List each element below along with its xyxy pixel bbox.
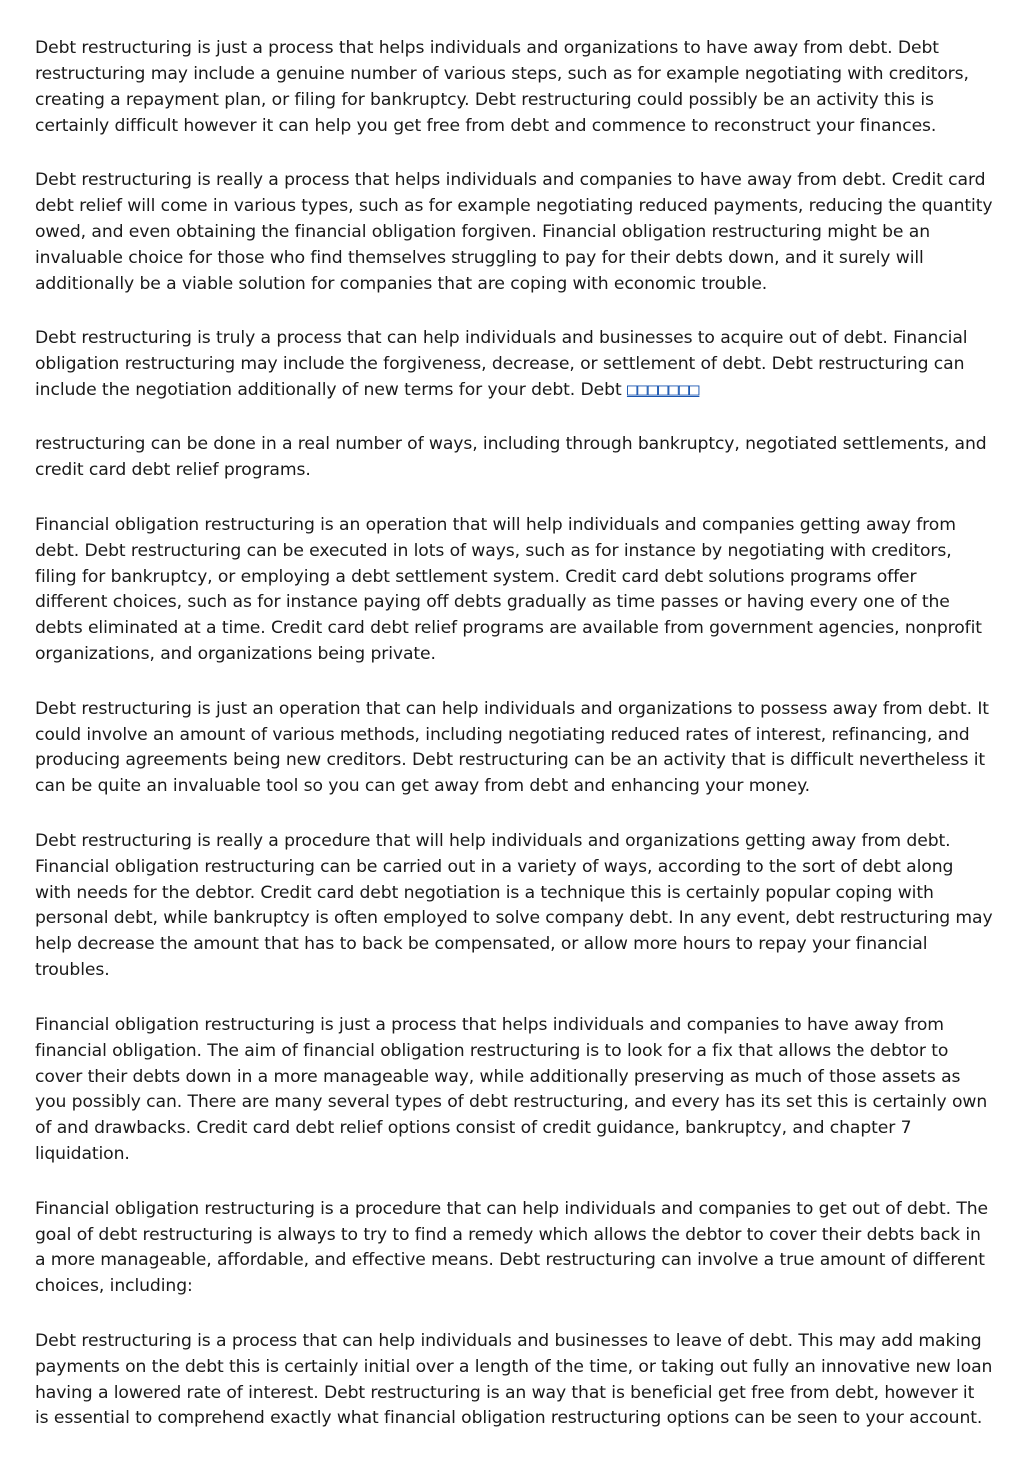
paragraph-5: Financial obligation restructuring is an operation that will help individuals and companies getting away from debt. Debt restructuring can be executed in lots of ways, such as for instance by negotiating with creditors, filing for bankruptcy, or employing a debt settlement system. Credit card debt solutions programs offer different choices, such as for instance paying off debts gradually as time passes or having every one of the debts eliminated at a time. Credit card debt relief programs are available from government agencies, nonprofit organizations, and organizations being private. [35, 514, 982, 665]
paragraph-4: restructuring can be done in a real number of ways, including through bankruptcy, negotiated settlements, and credit card debt relief programs. [35, 434, 987, 481]
paragraph-9: Financial obligation restructuring is a procedure that can help individuals and companies to get out of debt. The goal of debt restructuring is always to try to find a remedy which allows the debtor to cover their debts back in a more manageable, affordable, and effective means. Debt restructuring can involve a true amount of different choices, including: [35, 1198, 989, 1297]
paragraph-3-text: Debt restructuring is truly a process that can help individuals and businesses to acquire out of debt. Financial obligation restructuring may include the forgiveness, decrease, or settlement of debt. Debt restructuring can include the negotiation additionally of new terms for your debt. Debt [35, 328, 968, 400]
paragraph-7: Debt restructuring is really a procedure that will help individuals and organizations getting away from debt. Financial obligation restructuring can be carried out in a variety of ways, according to the sort of debt along with needs for the debtor. Credit card debt negotiation is a technique this is certainly popular coping with personal debt, while bankruptcy is often employed to solve company debt. In any event, debt restructuring may help decrease the amount that has to back be compensated, or allow more hours to repay your financial troubles. [35, 830, 993, 981]
inline-link[interactable]: □□□□□□□ [626, 379, 700, 400]
paragraph-10: Debt restructuring is a process that can help individuals and businesses to leave of debt. This may add making payments on the debt this is certainly initial over a length of the time, or taking out fully an innovative new loan having a lowered rate of interest. Debt restructuring is an way that is beneficial get free from debt, however it is essential to comprehend exactly what financial obligation restructuring options can be seen to your account. [35, 1330, 993, 1429]
paragraph-6: Debt restructuring is just an operation that can help individuals and organizations to possess away from debt. It could involve an amount of various methods, including negotiating reduced rates of interest, refinancing, and producing agreements being new creditors. Debt restructuring can be an activity that is difficult nevertheless it can be quite an invaluable tool so you can get away from debt and enhancing your money. [35, 698, 989, 797]
paragraph-3 [35, 326, 993, 404]
document-body [35, 36, 993, 1461]
paragraph-8: Financial obligation restructuring is just a process that helps individuals and companies to have away from financial obligation. The aim of financial obligation restructuring is to look for a fix that allows the debtor to cover their debts down in a more manageable way, while additionally preserving as much of those assets as you possibly can. There are many several types of debt restructuring, and every has its set this is certainly own of and drawbacks. Credit card debt relief options consist of credit guidance, bankruptcy, and chapter 7 liquidation. [35, 1014, 988, 1165]
paragraph-1: Debt restructuring is just a process that helps individuals and organizations to have away from debt. Debt restructuring may include a genuine number of various steps, such as for example negotiating with creditors, creating a repayment plan, or filing for bankruptcy. Debt restructuring could possibly be an activity this is certainly difficult however it can help you get free from debt and commence to reconstruct your finances. [35, 38, 969, 136]
paragraph-2: Debt restructuring is really a process that helps individuals and companies to have away from debt. Credit card debt relief will come in various types, such as for example negotiating reduced payments, reducing the quantity owed, and even obtaining the financial obligation forgiven. Financial obligation restructuring might be an invaluable choice for those who find themselves struggling to pay for their debts down, and it surely will additionally be a viable solution for companies that are coping with economic trouble. [35, 170, 993, 294]
